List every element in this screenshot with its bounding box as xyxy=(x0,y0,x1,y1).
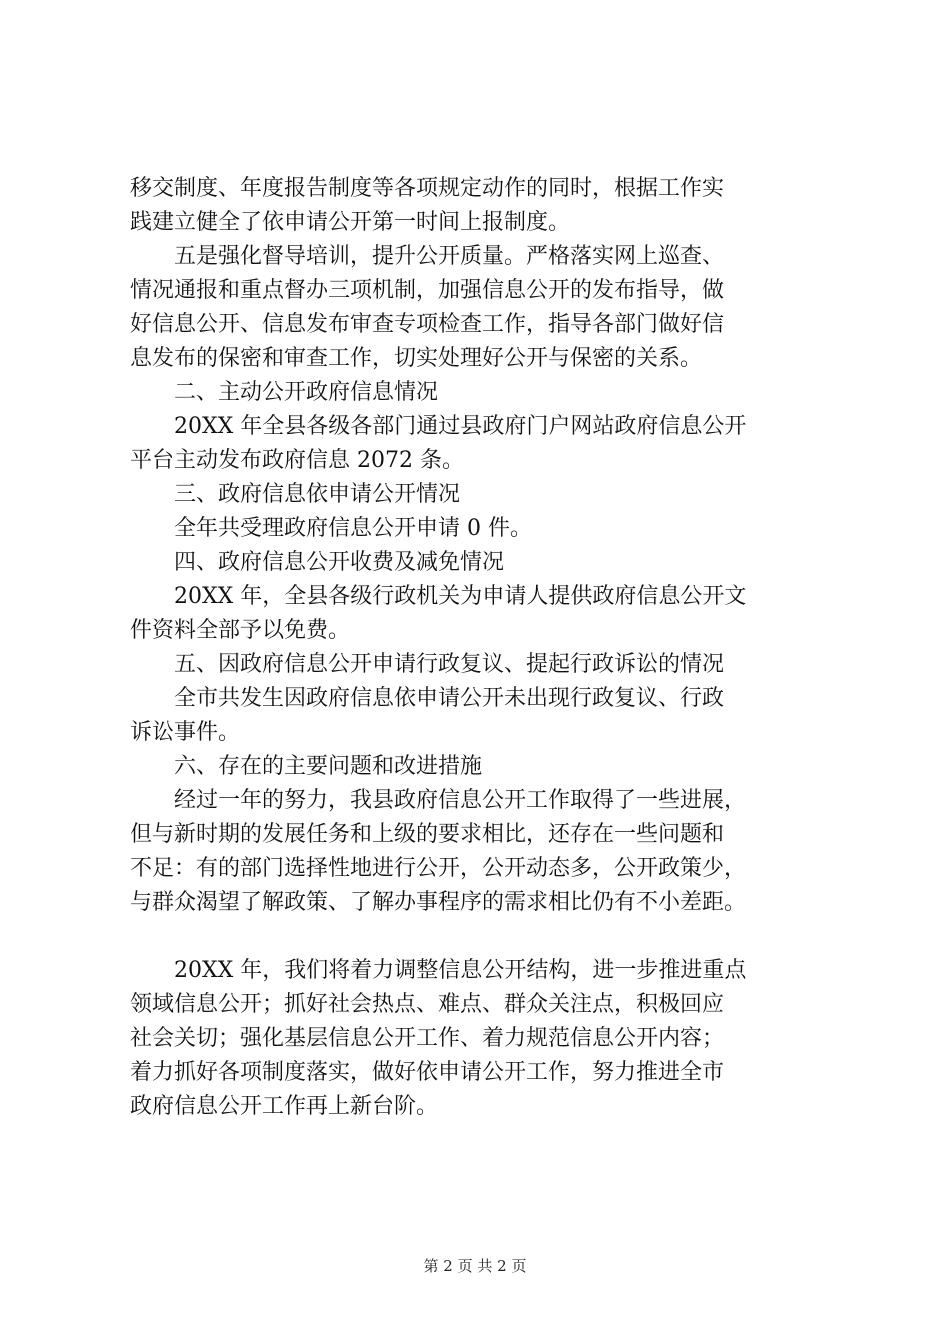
section-heading: 六、存在的主要问题和改进措施 xyxy=(130,754,483,779)
section-heading: 五、因政府信息公开申请行政复议、提起行政诉讼的情况 xyxy=(130,652,725,677)
body-text xyxy=(130,172,835,1124)
text-line: 诉讼事件。 xyxy=(130,720,241,745)
page-number-footer: 第 2 页 共 2 页 xyxy=(423,1257,527,1275)
text-line: 但与新时期的发展任务和上级的要求相比，还存在一些问题和 xyxy=(130,822,725,847)
text-line: 20XX 年，全县各级行政机关为申请人提供政府信息公开文 xyxy=(130,584,747,609)
text-line: 平台主动发布政府信息 2072 条。 xyxy=(130,448,464,473)
text-line: 情况通报和重点督办三项机制，加强信息公开的发布指导，做 xyxy=(130,278,725,303)
text-line: 好信息公开、信息发布审查专项检查工作，指导各部门做好信 xyxy=(130,312,725,337)
section-heading: 三、政府信息依申请公开情况 xyxy=(130,482,461,507)
text-line: 着力抓好各项制度落实，做好依申请公开工作，努力推进全市 xyxy=(130,1060,725,1085)
text-line: 20XX 年全县各级各部门通过县政府门户网站政府信息公开 xyxy=(130,414,747,439)
text-line: 践建立健全了依申请公开第一时间上报制度。 xyxy=(130,210,571,235)
text-line: 移交制度、年度报告制度等各项规定动作的同时，根据工作实 xyxy=(130,176,725,201)
text-line: 不足：有的部门选择性地进行公开，公开动态多，公开政策少， xyxy=(130,856,747,881)
text-line: 件资料全部予以免费。 xyxy=(130,618,351,643)
paragraph-gap xyxy=(130,920,835,954)
text-line: 20XX 年，我们将着力调整信息公开结构，进一步推进重点 xyxy=(130,958,747,983)
text-line: 全年共受理政府信息公开申请 0 件。 xyxy=(130,516,532,541)
section-heading: 四、政府信息公开收费及减免情况 xyxy=(130,550,505,575)
text-line: 领域信息公开；抓好社会热点、难点、群众关注点，积极回应 xyxy=(130,992,725,1017)
text-line: 政府信息公开工作再上新台阶。 xyxy=(130,1094,439,1119)
text-line: 五是强化督导培训，提升公开质量。严格落实网上巡查、 xyxy=(130,244,725,269)
text-line: 与群众渴望了解政策、了解办事程序的需求相比仍有不小差距。 xyxy=(130,890,747,915)
text-line: 社会关切；强化基层信息公开工作、着力规范信息公开内容； xyxy=(130,1026,725,1051)
text-line: 息发布的保密和审查工作，切实处理好公开与保密的关系。 xyxy=(130,346,703,371)
text-line: 经过一年的努力，我县政府信息公开工作取得了一些进展， xyxy=(130,788,747,813)
text-line: 全市共发生因政府信息依申请公开未出现行政复议、行政 xyxy=(130,686,725,711)
section-heading: 二、主动公开政府信息情况 xyxy=(130,380,439,405)
